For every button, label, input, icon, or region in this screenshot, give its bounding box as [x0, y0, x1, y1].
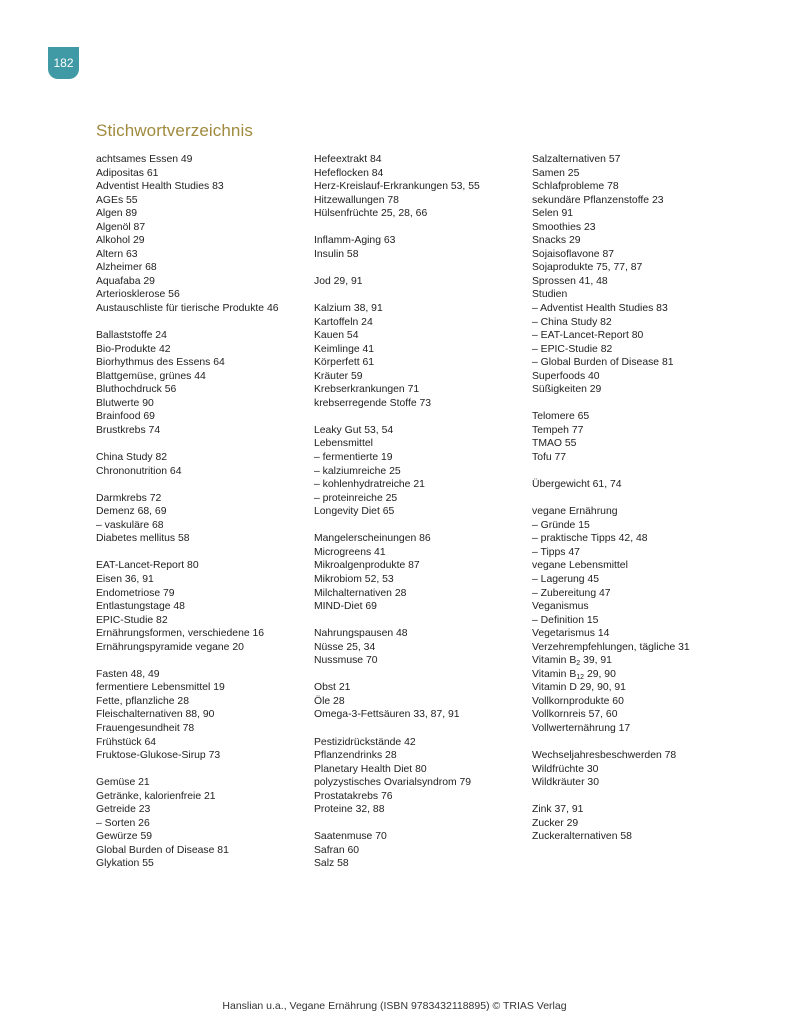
index-entry: Global Burden of Disease 81	[96, 844, 229, 856]
index-entry: Ballaststoffe 24	[96, 330, 167, 342]
index-entry: EAT-Lancet-Report 80	[96, 560, 199, 572]
index-entry: polyzystisches Ovarialsyndrom 79	[314, 777, 472, 789]
index-entry: Sojaprodukte 75, 77, 87	[532, 262, 643, 274]
index-entry: Obst 21	[314, 682, 351, 694]
index-entry: achtsames Essen 49	[96, 154, 193, 165]
index-entry: Süßigkeiten 29	[532, 384, 602, 396]
index-entry: – praktische Tipps 42, 48	[532, 533, 648, 545]
index-entry: Öle 28	[314, 695, 345, 707]
index-entry: EPIC-Studie 82	[96, 614, 168, 626]
index-entry: Frühstück 64	[96, 736, 157, 748]
index-entry: – proteinreiche 25	[314, 492, 398, 504]
index-entry: Zuckeralternativen 58	[532, 831, 632, 843]
index-entry: Darmkrebs 72	[96, 492, 162, 504]
index-entry: Nahrungspausen 48	[314, 628, 408, 640]
index-entry: Vollkornprodukte 60	[532, 695, 624, 707]
index-entry: – EPIC-Studie 82	[532, 343, 613, 355]
index-entry: Sojaisoflavone 87	[532, 248, 615, 260]
index-entry: Eisen 36, 91	[96, 573, 154, 585]
index-gap	[314, 817, 519, 831]
index-entry: Algen 89	[96, 208, 138, 220]
index-entry: Fette, pflanzliche 28	[96, 695, 189, 707]
index-entry: Samen 25	[532, 167, 580, 179]
index-entry: Diabetes mellitus 58	[96, 533, 190, 545]
index-entry: Alzheimer 68	[96, 262, 157, 274]
index-entry: Brustkrebs 74	[96, 424, 161, 436]
index-entry: Getränke, kalorienfreie 21	[96, 790, 216, 802]
index-entry: Proteine 32, 88	[314, 804, 385, 816]
index-entry: Ernährungspyramide vegane 20	[96, 641, 244, 653]
index-entry: Vegetarismus 14	[532, 628, 610, 640]
index-entry: Vollwerternährung 17	[532, 722, 631, 734]
index-entry: Kartoffeln 24	[314, 316, 373, 328]
index-gap	[96, 546, 301, 560]
index-entry: Nussmuse 70	[314, 655, 378, 667]
index-column-2	[314, 153, 519, 871]
index-entry: Bio-Produkte 42	[96, 343, 171, 355]
index-entry: Tofu 77	[532, 452, 567, 464]
index-entry: Brainfood 69	[96, 411, 155, 423]
index-entry: – Gründe 15	[532, 519, 590, 531]
index-entry: Blutwerte 90	[96, 397, 154, 409]
index-entry: Snacks 29	[532, 235, 581, 247]
index-entry: Verzehrempfehlungen, tägliche 31	[532, 641, 690, 653]
index-entry: Kräuter 59	[314, 370, 363, 382]
index-entry: Schlafprobleme 78	[532, 181, 619, 193]
index-entry: Wechseljahresbeschwerden 78	[532, 750, 677, 762]
index-gap	[96, 763, 301, 777]
index-entry: – kalziumreiche 25	[314, 465, 401, 477]
index-entry: Fleischalternativen 88, 90	[96, 709, 215, 721]
index-column-1	[96, 153, 301, 871]
index-entry: Salz 58	[314, 858, 349, 870]
index-entry: Mangelerscheinungen 86	[314, 533, 431, 545]
index-entry: Microgreens 41	[314, 546, 386, 558]
index-entry: Adipositas 61	[96, 167, 159, 179]
index-entry: China Study 82	[96, 452, 168, 464]
index-entry: Jod 29, 91	[314, 275, 363, 287]
index-entry: – Definition 15	[532, 614, 599, 626]
index-entry: TMAO 55	[532, 438, 577, 450]
index-entry: – China Study 82	[532, 316, 612, 328]
index-gap	[314, 722, 519, 736]
index-entry: Ernährungsformen, verschiedene 16	[96, 628, 265, 640]
index-gap	[532, 790, 752, 804]
index-entry: – Lagerung 45	[532, 573, 600, 585]
index-entry: krebserregende Stoffe 73	[314, 397, 432, 409]
index-entry: Tempeh 77	[532, 424, 584, 436]
index-entry: Hefeextrakt 84	[314, 154, 382, 165]
index-entry: Bluthochdruck 56	[96, 384, 177, 396]
index-entry: Übergewicht 61, 74	[532, 479, 622, 491]
index-entry: Algenöl 87	[96, 221, 146, 233]
index-entry: – Tipps 47	[532, 546, 580, 558]
index-entry: Kauen 54	[314, 330, 359, 342]
index-entry: Wildfrüchte 30	[532, 763, 599, 775]
index-gap	[532, 492, 752, 506]
index-entry: Frauengesundheit 78	[96, 722, 195, 734]
index-entry: Hülsenfrüchte 25, 28, 66	[314, 208, 428, 220]
index-entry: Blattgemüse, grünes 44	[96, 370, 206, 382]
page-title: Stichwortverzeichnis	[96, 121, 253, 140]
index-entry: Safran 60	[314, 844, 360, 856]
index-entry: vegane Ernährung	[532, 506, 618, 518]
index-entry: Entlastungstage 48	[96, 601, 185, 613]
index-entry: Pestizidrückstände 42	[314, 736, 416, 748]
index-entry: Hefeflocken 84	[314, 167, 384, 179]
index-gap	[96, 437, 301, 451]
index-entry: Planetary Health Diet 80	[314, 763, 427, 775]
index-gap	[532, 465, 752, 479]
index-entry: Lebensmittel	[314, 438, 373, 450]
index-gap	[314, 668, 519, 682]
index-entry: Krebserkrankungen 71	[314, 384, 420, 396]
index-entry: Chrononutrition 64	[96, 465, 182, 477]
index-entry: Keimlinge 41	[314, 343, 375, 355]
index-entry: Vitamin $B_{12}$ 29, 90	[532, 668, 616, 681]
index-entry: Omega-3-Fettsäuren 33, 87, 91	[314, 709, 460, 721]
index-entry: vegane Lebensmittel	[532, 560, 628, 572]
index-entry: Herz-Kreislauf-Erkrankungen 53, 55	[314, 181, 480, 193]
index-entry: fermentiere Lebensmittel 19	[96, 682, 225, 694]
index-entry: Studien	[532, 289, 568, 301]
index-entry: Veganismus	[532, 601, 589, 613]
index-entry: – vaskuläre 68	[96, 519, 164, 531]
index-entry: Insulin 58	[314, 248, 359, 260]
index-entry: Fruktose-Glukose-Sirup 73	[96, 750, 221, 762]
index-entry: Telomere 65	[532, 411, 590, 423]
index-entry: Arteriosklerose 56	[96, 289, 180, 301]
index-gap	[314, 261, 519, 275]
index-entry: Kalzium 38, 91	[314, 303, 383, 315]
index-entry: Endometriose 79	[96, 587, 175, 599]
index-gap	[314, 614, 519, 628]
index-entry: Inflamm-Aging 63	[314, 235, 396, 247]
index-entry: Prostatakrebs 76	[314, 790, 393, 802]
index-entry: Wildkräuter 30	[532, 777, 599, 789]
index-entry: Smoothies 23	[532, 221, 596, 233]
index-entry: Leaky Gut 53, 54	[314, 424, 394, 436]
index-entry: Pflanzendrinks 28	[314, 750, 397, 762]
index-entry: Vollkornreis 57, 60	[532, 709, 618, 721]
index-entry: Sprossen 41, 48	[532, 275, 608, 287]
index-entry: – EAT-Lancet-Report 80	[532, 330, 644, 342]
index-gap	[314, 288, 519, 302]
index-entry: Milchalternativen 28	[314, 587, 407, 599]
index-entry: Superfoods 40	[532, 370, 600, 382]
index-column-3	[532, 153, 752, 844]
page-number-badge: 182	[48, 47, 79, 79]
index-entry: Fasten 48, 49	[96, 668, 160, 680]
index-entry: – fermentierte 19	[314, 452, 393, 464]
index-entry: – kohlenhydratreiche 21	[314, 479, 425, 491]
index-entry: Mikroalgenprodukte 87	[314, 560, 420, 572]
index-entry: – Global Burden of Disease 81	[532, 357, 674, 369]
index-gap	[96, 654, 301, 668]
index-entry: Zucker 29	[532, 817, 579, 829]
index-gap	[532, 397, 752, 411]
index-entry: Getreide 23	[96, 804, 151, 816]
index-entry: Zink 37, 91	[532, 804, 584, 816]
index-entry: Gewürze 59	[96, 831, 153, 843]
index-entry: Hitzewallungen 78	[314, 194, 399, 206]
index-entry: Biorhythmus des Essens 64	[96, 357, 225, 369]
index-gap	[96, 478, 301, 492]
index-entry: Salzalternativen 57	[532, 154, 621, 165]
index-entry: sekundäre Pflanzenstoffe 23	[532, 194, 664, 206]
index-entry: Vitamin D 29, 90, 91	[532, 682, 626, 694]
index-entry: Austauschliste für tierische Produkte 46	[96, 303, 279, 315]
index-entry: Vitamin $B_2$ 39, 91	[532, 655, 612, 668]
index-entry: – Adventist Health Studies 83	[532, 303, 668, 315]
index-entry: Gemüse 21	[96, 777, 150, 789]
index-gap	[314, 410, 519, 424]
index-gap	[314, 519, 519, 533]
index-entry: MIND-Diet 69	[314, 601, 377, 613]
footer-citation: Hanslian u.a., Vegane Ernährung (ISBN 9783432118895) © TRIAS Verlag	[222, 1000, 567, 1012]
index-entry: AGEs 55	[96, 194, 138, 206]
index-entry: Alkohol 29	[96, 235, 145, 247]
index-entry: Adventist Health Studies 83	[96, 181, 224, 193]
index-entry: Aquafaba 29	[96, 275, 155, 287]
index-gap	[532, 736, 752, 750]
index-entry: Nüsse 25, 34	[314, 641, 376, 653]
index-entry: Selen 91	[532, 208, 574, 220]
index-entry: Demenz 68, 69	[96, 506, 167, 518]
index-entry: Mikrobiom 52, 53	[314, 573, 394, 585]
index-gap	[96, 316, 301, 330]
index-entry: Glykation 55	[96, 858, 154, 870]
index-entry: – Zubereitung 47	[532, 587, 611, 599]
index-entry: Körperfett 61	[314, 357, 375, 369]
index-entry: Longevity Diet 65	[314, 506, 395, 518]
index-gap	[314, 221, 519, 235]
index-entry: Saatenmuse 70	[314, 831, 387, 843]
index-entry: Altern 63	[96, 248, 138, 260]
index-entry: – Sorten 26	[96, 817, 150, 829]
